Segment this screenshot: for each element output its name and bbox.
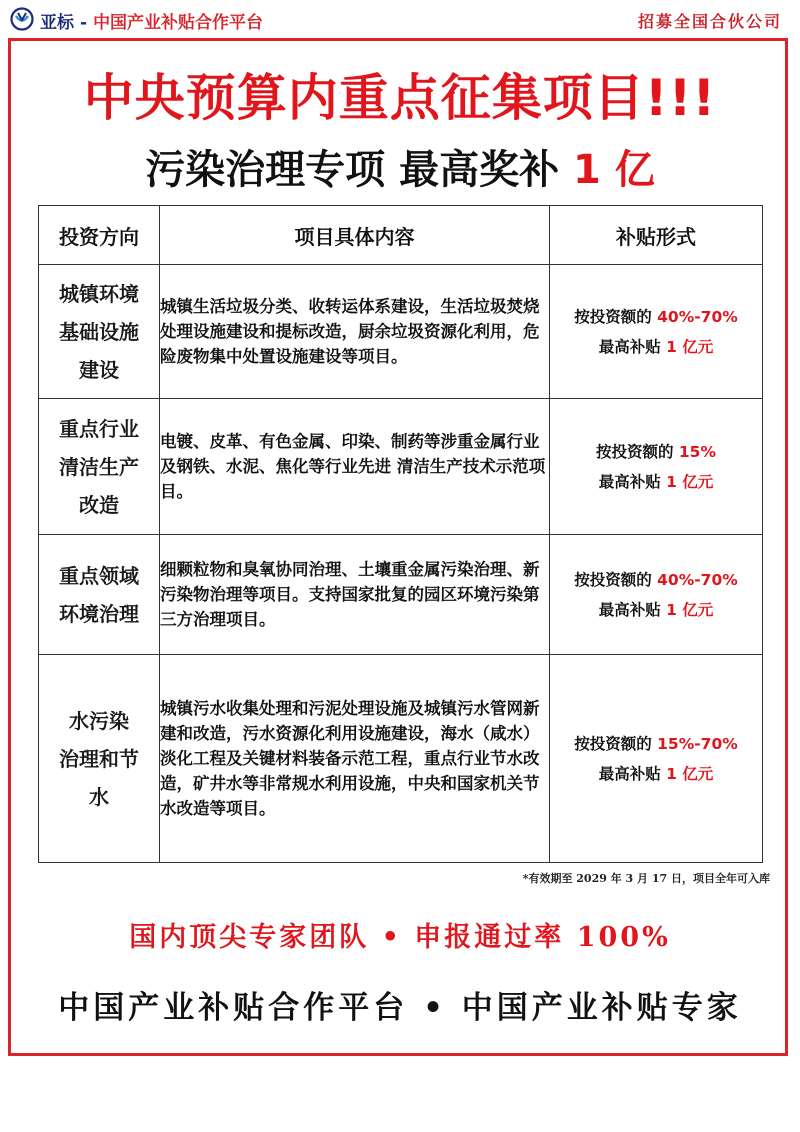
table-row (39, 655, 763, 863)
subsidy-rate: 40%-70% (657, 570, 738, 589)
content-cell: 城镇污水收集处理和污泥处理设施及城镇污水管网新建和改造，污水资源化利用设施建设，海水（咸水）淡化工程及关键材料装备示范工程，重点行业节水改造，矿井水等非常规水利用设施，中央和国家机关节水改造等项目。 (160, 655, 550, 863)
subhead-amount: 1 亿 (573, 147, 655, 193)
subsidy-max-prefix: 最高补贴 (598, 472, 667, 491)
direction-line: 水 (89, 784, 109, 809)
brand-logo-icon (10, 7, 34, 31)
table-row (39, 399, 763, 535)
header-content: 项目具体内容 (160, 206, 550, 265)
recruit-text: 招募全国合伙公司 (637, 12, 782, 31)
subsidy-rate: 15%-70% (657, 734, 738, 753)
subsidy-cell (550, 265, 763, 399)
subsidy-prefix: 按投资额的 (574, 570, 658, 589)
subsidy-cell (550, 399, 763, 535)
slogan: 国内顶尖专家团队 • 申报通过率 100% (129, 922, 671, 953)
subsidy-max-prefix: 最高补贴 (598, 337, 667, 356)
direction-line: 环境治理 (59, 601, 139, 626)
brand-name (40, 8, 263, 33)
direction-line: 重点领域 (59, 563, 139, 588)
subsidy-max-prefix: 最高补贴 (598, 600, 667, 619)
subsidy-max: 1 亿元 (666, 764, 714, 783)
subsidy-max-line (550, 332, 762, 362)
table-row (39, 265, 763, 399)
direction-line: 清洁生产 (59, 454, 139, 479)
subsidy-max: 1 亿元 (666, 337, 714, 356)
headline: 中央预算内重点征集项目!!! (83, 69, 717, 127)
brand-dash: - (80, 13, 88, 33)
direction-line: 建设 (79, 357, 119, 382)
direction-line: 城镇环境 (59, 281, 139, 306)
direction-cell (39, 399, 160, 535)
platform-name: 中国产业补贴合作平台 (93, 13, 264, 33)
project-table (38, 205, 763, 863)
subsidy-max-line (550, 759, 762, 789)
direction-cell (39, 535, 160, 655)
subsidy-max-line (550, 467, 762, 497)
direction-line: 重点行业 (59, 416, 139, 441)
direction-line: 改造 (79, 492, 119, 517)
subsidy-max-prefix: 最高补贴 (598, 764, 667, 783)
subsidy-prefix: 按投资额的 (574, 307, 658, 326)
header-subsidy: 补贴形式 (550, 206, 763, 265)
header-direction: 投资方向 (39, 206, 160, 265)
direction-cell (39, 265, 160, 399)
subsidy-rate: 40%-70% (657, 307, 738, 326)
content-cell: 细颗粒物和臭氧协同治理、土壤重金属污染治理、新污染物治理等项目。支持国家批复的园区环境污染第三方治理项目。 (160, 535, 550, 655)
brand-text: 亚标 (40, 13, 74, 33)
subhead-text: 污染治理专项 最高奖补 (145, 147, 574, 193)
direction-cell (39, 655, 160, 863)
subsidy-rate: 15% (678, 442, 716, 461)
subsidy-rate-line (550, 302, 762, 332)
table-row (39, 535, 763, 655)
subsidy-rate-line (550, 565, 762, 595)
content-cell: 电镀、皮革、有色金属、印染、制药等涉重金属行业及钢铁、水泥、焦化等行业先进 清洁生产技术示范项目。 (160, 399, 550, 535)
table-header-row (39, 206, 763, 265)
validity-note: *有效期至 2029 年 3 月 17 日，项目全年可入库 (522, 872, 770, 885)
subsidy-cell (550, 655, 763, 863)
direction-line: 水污染 (69, 708, 129, 733)
subsidy-max: 1 亿元 (666, 472, 714, 491)
subsidy-prefix: 按投资额的 (574, 734, 658, 753)
subsidy-prefix: 按投资额的 (595, 442, 679, 461)
subsidy-max-line (550, 595, 762, 625)
direction-line: 基础设施 (59, 319, 139, 344)
subsidy-cell (550, 535, 763, 655)
content-cell: 城镇生活垃圾分类、收转运体系建设，生活垃圾焚烧处理设施建设和提标改造，厨余垃圾资源化利用，危险废物集中处置设施建设等项目。 (160, 265, 550, 399)
subsidy-rate-line (550, 437, 762, 467)
direction-line: 治理和节 (59, 746, 139, 771)
subhead (0, 138, 800, 195)
subsidy-rate-line (550, 729, 762, 759)
top-bar (0, 0, 800, 38)
subsidy-max: 1 亿元 (666, 600, 714, 619)
footer-text: 中国产业补贴合作平台 • 中国产业补贴专家 (58, 990, 742, 1026)
